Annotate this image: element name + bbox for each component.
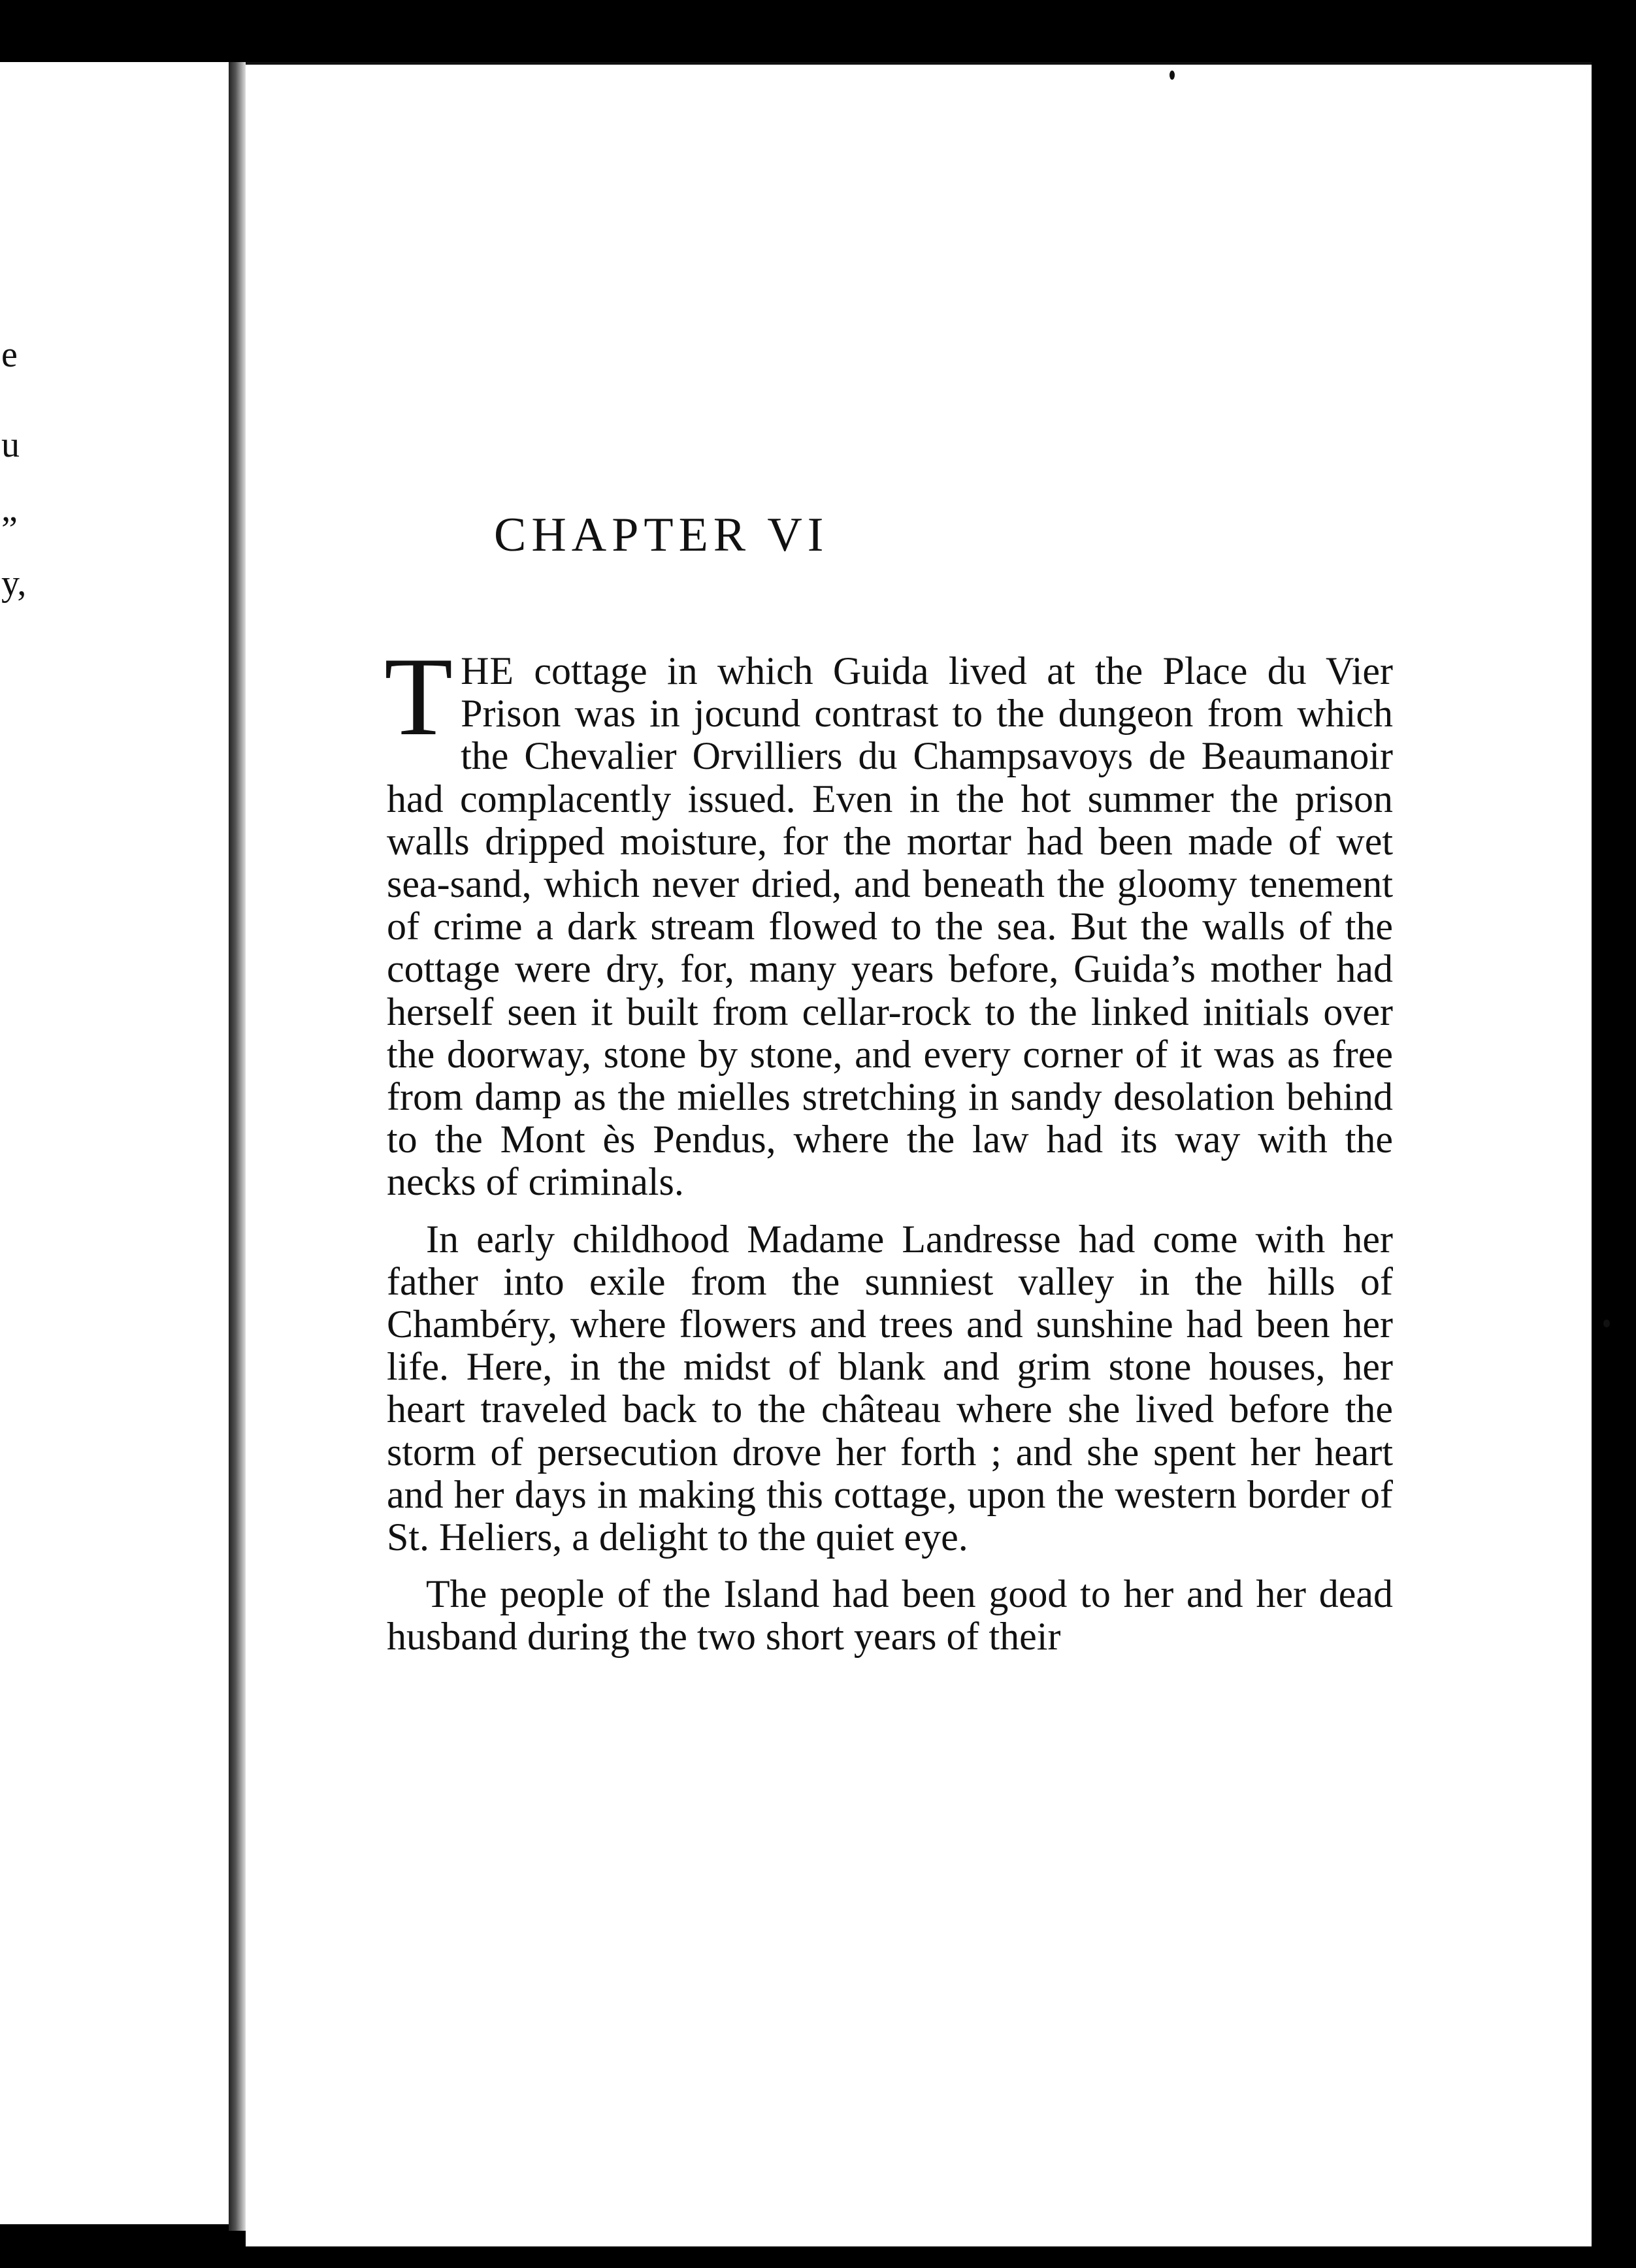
left-page-fragment: ” — [1, 510, 18, 550]
scan-speck — [1603, 1320, 1610, 1327]
paragraph-text: The people of the Island had been good to her and her dead husband during the two short years of their — [387, 1572, 1393, 1659]
page-edge-shadow — [1592, 62, 1636, 2268]
paragraph-2 — [387, 1218, 1393, 1559]
paragraph-text: In early childhood Madame Landresse had come with her father into exile from the sunniest valley in the hills of Chambéry, where flowers and trees and sunshine had been her life. Here, in the midst of blank and grim stone houses, her heart traveled back to the château where she lived before the storm of persecution drove her forth ; and she spent her heart and her days in making this cottage, upon the western border of St. Heliers, a delight to the quiet eye. — [387, 1217, 1393, 1559]
left-page-fragment: u — [1, 425, 20, 465]
book-gutter — [229, 62, 246, 2231]
left-page-fragment: y, — [1, 563, 27, 604]
paragraph-1 — [384, 635, 1393, 1204]
chapter-heading: CHAPTER VI — [494, 508, 829, 562]
lead-in-caps: HE — [461, 649, 515, 692]
drop-cap: T — [384, 635, 453, 759]
left-page-fragment: e — [1, 334, 18, 375]
paragraph-text: cottage in which Guida lived at the Place du Vier Prison was in jocund contrast to the dungeon from which the Chevalier Orvilliers du Champsavoys de Beaumanoir had complacently issued. Even in the hot summer the prison walls dripped moisture, for the mortar had been made of wet sea-sand, which never dried, and beneath the gloomy tenement of crime a dark stream flowed to the sea. But the walls of the cottage were dry, for, many years before, Guida’s mother had herself seen it built from cellar-rock to the linked initials over the doorway, stone by stone, and every corner of it was as free from damp as the mielles stretching in sandy desolation behind to the Mont ès Pendus, where the law had its way with the necks of criminals. — [387, 649, 1393, 1204]
body-text — [384, 635, 1393, 1673]
left-facing-page — [0, 62, 229, 2224]
scan-speck — [1170, 71, 1175, 80]
paragraph-3 — [387, 1573, 1393, 1658]
